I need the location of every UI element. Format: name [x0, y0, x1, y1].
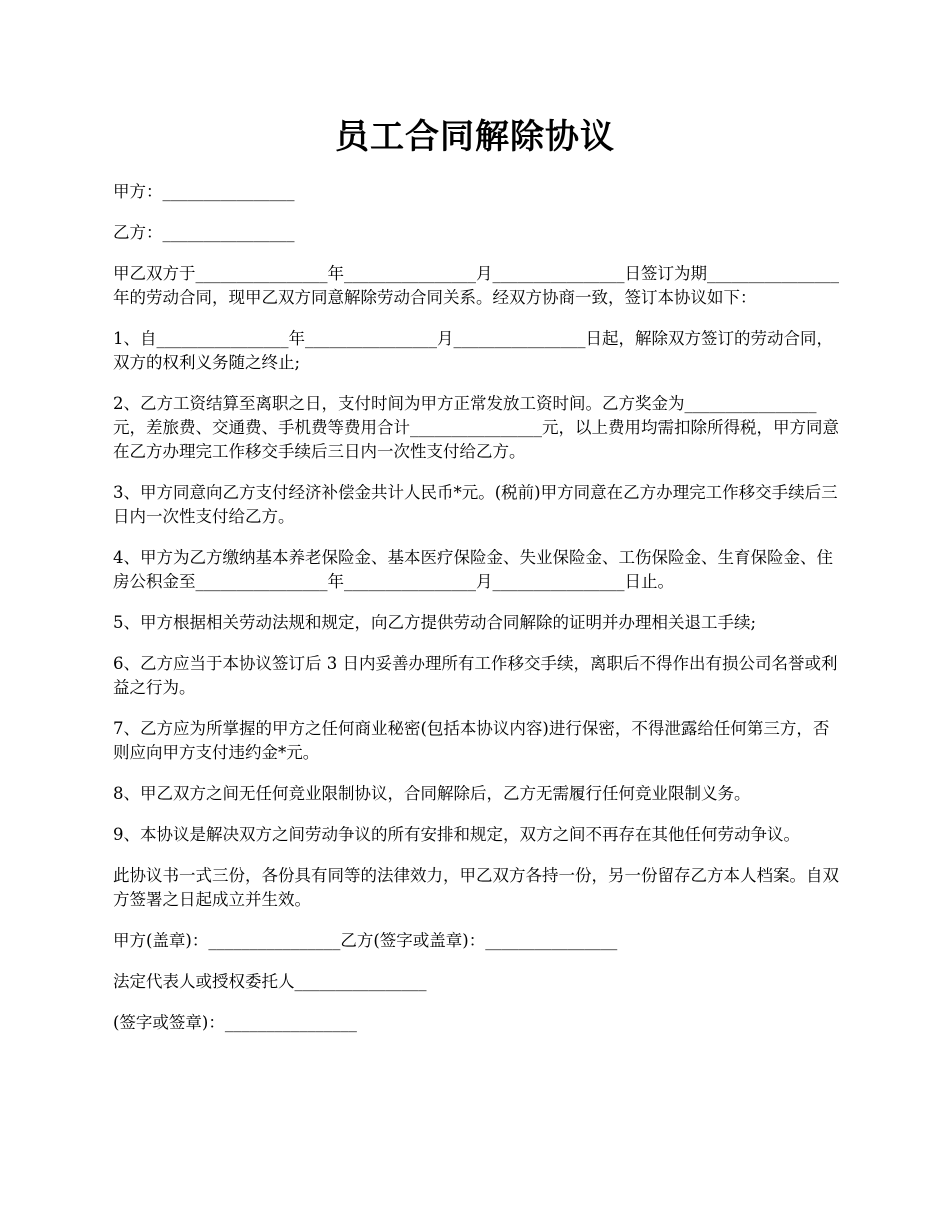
clause-6: 6、乙方应当于本协议签订后 3 日内妥善办理所有工作移交手续，离职后不得作出有损公司名誉或利益之行为。	[113, 654, 838, 697]
clause-7: 7、乙方应为所掌握的甲方之任何商业秘密(包括本协议内容)进行保密，不得泄露给任何第三方，否则应向甲方支付违约金*元。	[113, 719, 830, 762]
clause-9: 9、本协议是解决双方之间劳动争议的所有安排和规定，双方之间不再存在其他任何劳动争议。	[113, 825, 800, 844]
party-a-line: 甲方：________________	[113, 182, 295, 201]
clause-1: 1、自________________年________________月________________日起，解除双方签订的劳动合同，双方的权利义务随之终止;	[113, 329, 833, 372]
sign-seal-line: (签字或签章)：________________	[113, 1013, 357, 1032]
document-title: 员工合同解除协议	[335, 117, 615, 157]
intro-paragraph: 甲乙双方于________________年________________月________________日签订为期________________年的劳动合同，现甲乙双方同意解除劳动合同关系。经双方协商一致，签订本协议如下：	[113, 264, 839, 307]
clause-4: 4、甲方为乙方缴纳基本养老保险金、基本医疗保险金、失业保险金、工伤保险金、生育保险金、住房公积金至________________年________________月________________日止。	[113, 548, 833, 591]
party-b-line: 乙方：________________	[113, 223, 295, 242]
document-body	[113, 180, 840, 1052]
signature-line: 甲方(盖章)：________________乙方(签字或盖章)：________________	[113, 931, 618, 950]
clause-2: 2、乙方工资结算至离职之日，支付时间为甲方正常发放工资时间。乙方奖金为________________元，差旅费、交通费、手机费等费用合计________________元，以上费用均需扣除所得税，甲方同意在乙方办理完工作移交手续后三日内一次性支付给乙方。	[113, 394, 839, 461]
representative-line: 法定代表人或授权委托人________________	[113, 972, 427, 991]
clause-8: 8、甲乙双方之间无任何竞业限制协议，合同解除后，乙方无需履行任何竞业限制义务。	[113, 784, 751, 803]
copies-statement: 此协议书一式三份，各份具有同等的法律效力，甲乙双方各持一份，另一份留存乙方本人档案。自双方签署之日起成立并生效。	[113, 866, 839, 909]
clause-5: 5、甲方根据相关劳动法规和规定，向乙方提供劳动合同解除的证明并办理相关退工手续;	[113, 613, 757, 632]
clause-3: 3、甲方同意向乙方支付经济补偿金共计人民币*元。(税前)甲方同意在乙方办理完工作移交手续后三日内一次性支付给乙方。	[113, 483, 838, 526]
